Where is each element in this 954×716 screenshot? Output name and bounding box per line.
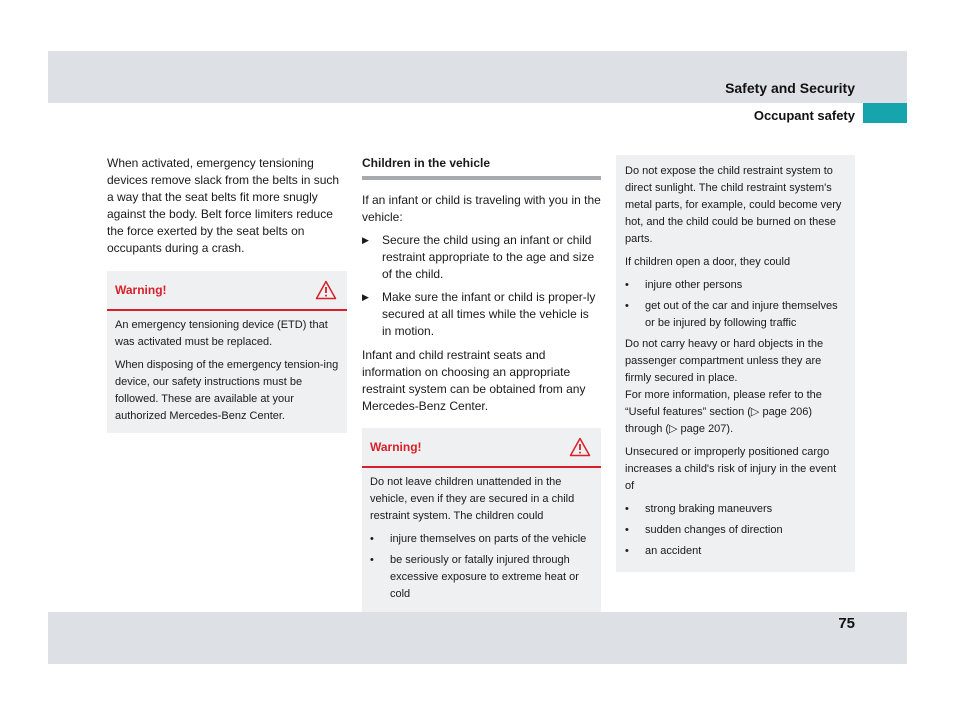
children-intro: If an infant or child is traveling with you in the vehicle: — [362, 193, 601, 224]
restraint-info-paragraph: Infant and child restraint seats and information on choosing an appropriate restraint system can be obtained from any Mercedes-Benz Center. — [362, 348, 586, 413]
step-arrow-icon: ▶ — [362, 292, 369, 302]
column-middle — [362, 155, 601, 615]
page-number: 75 — [838, 615, 855, 632]
bullet-dot-icon: • — [370, 554, 374, 566]
bullet-item — [625, 277, 846, 294]
info-paragraph: Do not carry heavy or hard objects in the passenger compartment unless they are firmly secured in place. — [625, 338, 824, 384]
footer-band — [48, 612, 907, 664]
warning-header — [107, 271, 347, 311]
info-paragraph: Do not expose the child restraint system to direct sunlight. The child restraint system's metal parts, for example, could become very hot, and the child could be burned on these parts. — [625, 165, 842, 245]
bullet-item — [625, 522, 846, 539]
column-right — [616, 155, 855, 572]
warning-box-etd — [107, 271, 347, 433]
info-panel — [616, 155, 855, 572]
step-text: Secure the child using an infant or child restraint appropriate to the age and size of the child. — [382, 233, 595, 281]
info-paragraph: Unsecured or improperly positioned cargo increases a child's risk of injury in the event of — [625, 446, 837, 492]
bullet-dot-icon: • — [625, 545, 629, 557]
etd-intro-paragraph: When activated, emergency tensioning devices remove slack from the belts in such a way that the seat belts fit more snugly against the body. Belt force limiters reduce the force exerted by the seat belts on occupants during a crash. — [107, 156, 340, 255]
warning-body — [362, 468, 601, 615]
warning-triangle-icon — [569, 437, 591, 457]
bullet-text: be seriously or fatally injured through excessive exposure to extreme heat or cold — [390, 554, 579, 600]
section-tab-marker — [863, 103, 907, 123]
bullet-item — [370, 552, 593, 603]
warning-paragraph: When disposing of the emergency tension-ing device, our safety instructions must be followed. These are available at your authorized Mercedes-Benz Center. — [115, 359, 339, 422]
bullet-dot-icon: • — [625, 524, 629, 536]
warning-label: Warning! — [370, 439, 422, 454]
step-arrow-icon: ▶ — [362, 235, 369, 245]
bullet-dot-icon: • — [625, 503, 629, 515]
children-heading: Children in the vehicle — [362, 155, 601, 180]
bullet-text: get out of the car and injure themselves or be injured by following traffic — [645, 300, 838, 329]
bullet-text: sudden changes of direction — [645, 524, 783, 536]
bullet-dot-icon: • — [625, 279, 629, 291]
step-text: Make sure the infant or child is proper-ly secured at all times while the vehicle is in motion. — [382, 290, 596, 338]
warning-label: Warning! — [115, 282, 167, 297]
instruction-step — [362, 232, 601, 283]
warning-paragraph: Do not leave children unattended in the vehicle, even if they are secured in a child restraint system. The children could — [370, 476, 575, 522]
bullet-item — [370, 531, 593, 548]
bullet-dot-icon: • — [625, 300, 629, 312]
bullet-text: strong braking maneuvers — [645, 503, 773, 515]
warning-body — [107, 311, 347, 433]
bullet-item — [625, 298, 846, 332]
bullet-text: injure other persons — [645, 279, 743, 291]
warning-header — [362, 428, 601, 468]
warning-triangle-icon — [315, 280, 337, 300]
column-left — [107, 155, 347, 433]
bullet-item — [625, 543, 846, 560]
bullet-dot-icon: • — [370, 533, 374, 545]
subsection-title: Occupant safety — [753, 108, 855, 123]
info-paragraph: If children open a door, they could — [625, 256, 791, 268]
bullet-item — [625, 501, 846, 518]
section-title: Safety and Security — [725, 80, 855, 96]
bullet-text: injure themselves on parts of the vehicle — [390, 533, 587, 545]
instruction-step — [362, 289, 601, 340]
warning-box-children — [362, 428, 601, 615]
bullet-text: an accident — [645, 545, 702, 557]
info-paragraph: For more information, please refer to the “Useful features” section (▷ page 206) through (▷ page 207). — [625, 389, 822, 435]
warning-paragraph: An emergency tensioning device (ETD) that was activated must be replaced. — [115, 319, 328, 348]
